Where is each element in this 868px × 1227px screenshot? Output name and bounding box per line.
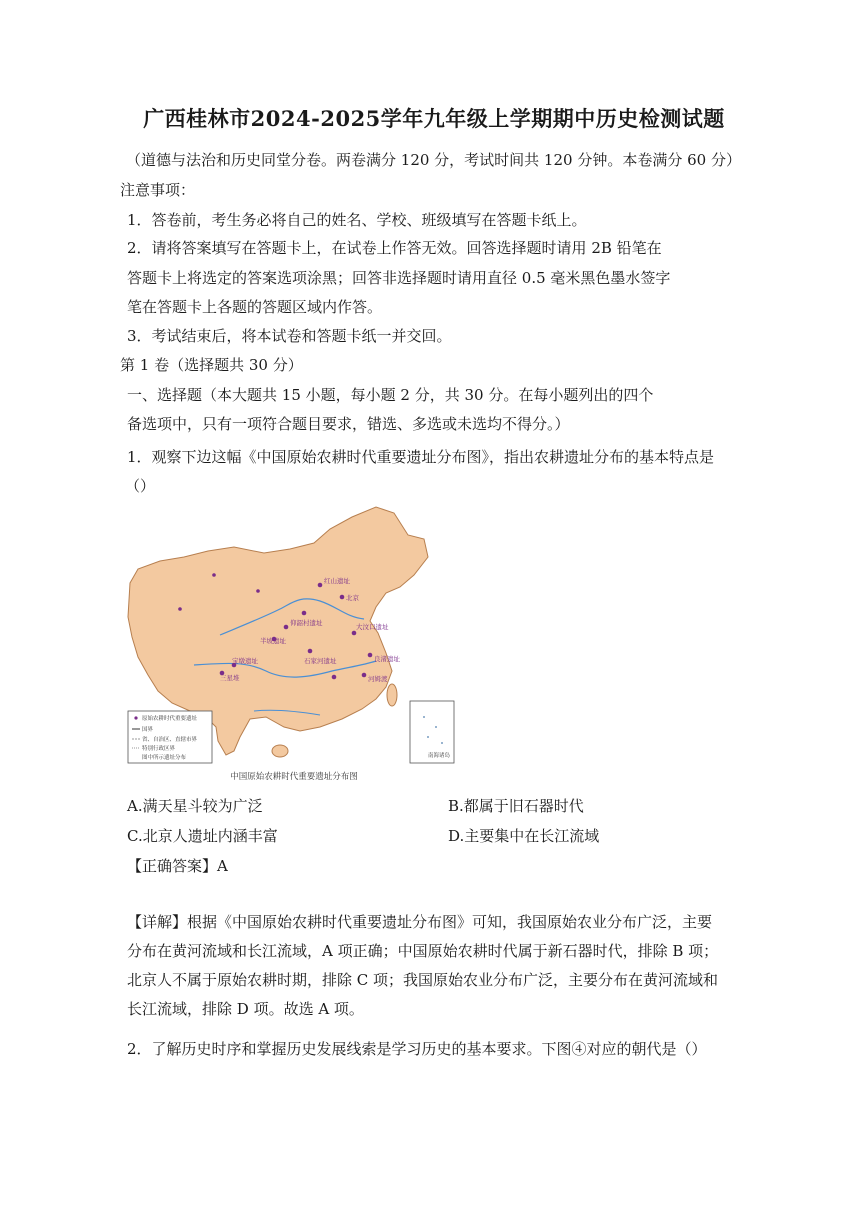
q1-detail-line-2: 分布在黄河流域和长江流域，A 项正确；中国原始农耕时代属于新石器时代，排除 B 项；: [127, 942, 719, 960]
notice-item-2-line-3: 笔在答题卡上各题的答题区域内作答。: [127, 298, 383, 316]
section-heading-line-2: 备选项中，只有一项符合题目要求，错选、多选或未选均不得分。）: [127, 415, 570, 433]
site-dot: [362, 673, 367, 678]
site-dot: [256, 589, 260, 593]
site-dot: [212, 573, 216, 577]
section-heading-line-1: 一、选择题（本大题共 15 小题，每小题 2 分，共 30 分。在每小题列出的四个: [127, 386, 654, 404]
site-label-dawenkou: 大汶口遗址: [356, 623, 389, 631]
legend-title: 原始农耕时代重要遗址: [142, 716, 198, 722]
inset-label: 南海诸岛: [428, 753, 451, 759]
site-dot: [302, 611, 307, 616]
inset-island-dot: [435, 726, 437, 728]
site-dot: [332, 675, 337, 680]
site-dot: [308, 649, 313, 654]
hainan-island: [272, 745, 288, 757]
site-label-hongshan: 红山遗址: [324, 577, 350, 585]
notice-item-2-line-2: 答题卡上将选定的答案选项涂黑；回答非选择题时请用直径 0.5 毫米黑色墨水签字: [127, 269, 671, 287]
legend-item-4: 图中所示遗址分布: [142, 755, 187, 761]
q1-detail-line-4: 长江流域，排除 D 项。故选 A 项。: [127, 1000, 364, 1018]
site-label-liangzhu: 良渚遗址: [374, 655, 400, 663]
q1-option-c: C.北京人遗址内涵丰富: [127, 827, 278, 845]
q1-option-a: A.满天星斗较为广泛: [127, 797, 263, 815]
taiwan-island: [387, 684, 397, 706]
inset-island-dot: [441, 742, 443, 744]
site-dot: [368, 653, 373, 658]
site-label-banpo: 半坡遗址: [260, 637, 286, 645]
map-caption: 中国原始农耕时代重要遗址分布图: [230, 772, 358, 782]
notice-item-1: 1．答卷前，考生务必将自己的姓名、学校、班级填写在答题卡纸上。: [127, 211, 587, 229]
exam-title: 广西桂林市2024-2025学年九年级上学期期中历史检测试题: [143, 106, 725, 131]
question-1-text: 1．观察下边这幅《中国原始农耕时代重要遗址分布图》，指出农耕遗址分布的基本特点是: [127, 448, 715, 466]
notice-item-3: 3．考试结束后，将本试卷和答题卡纸一并交回。: [127, 327, 452, 345]
inset-island-dot: [423, 716, 425, 718]
legend-item-1: 国界: [142, 727, 154, 733]
q1-option-d: D.主要集中在长江流域: [448, 827, 600, 845]
q1-detail-line-1: 【详解】根据《中国原始农耕时代重要遗址分布图》可知，我国原始农业分布广泛，主要: [127, 913, 713, 931]
site-label-baodun: 宝墩遗址: [232, 657, 258, 665]
question-2-text: 2．了解历史时序和掌握历史发展线索是学习历史的基本要求。下图④对应的朝代是（）: [127, 1040, 707, 1058]
china-agriculture-sites-map: [124, 505, 460, 785]
exam-subtitle: （道德与法治和历史同堂分卷。两卷满分 120 分，考试时间共 120 分钟。本卷满分 60 分）: [126, 151, 741, 169]
site-dot: [318, 583, 323, 588]
q1-option-b: B.都属于旧石器时代: [448, 797, 584, 815]
site-dot: [178, 607, 182, 611]
site-dot: [340, 595, 345, 600]
legend-item-3: 特别行政区界: [142, 746, 176, 752]
q1-answer: 【正确答案】A: [127, 857, 228, 875]
site-dot: [284, 625, 289, 630]
site-label-yangshao: 仰韶村遗址: [290, 619, 323, 627]
site-dot: [352, 631, 357, 636]
question-1-paren: （）: [125, 477, 156, 495]
site-label-hemudu: 河姆渡: [368, 675, 388, 683]
volume-heading: 第 1 卷（选择题共 30 分）: [120, 356, 303, 374]
site-label-shijiahe: 石家河遗址: [304, 657, 337, 665]
inset-island-dot: [427, 736, 429, 738]
legend-site-swatch: [134, 716, 137, 719]
site-label-sanxingdui: 三星堆: [220, 674, 240, 682]
notice-item-2-line-1: 2．请将答案填写在答题卡上，在试卷上作答无效。回答选择题时请用 2B 铅笔在: [127, 239, 662, 257]
site-label-beijing: 北京: [346, 594, 359, 602]
q1-detail-line-3: 北京人不属于原始农耕时期，排除 C 项；我国原始农业分布广泛，主要分布在黄河流域和: [127, 971, 719, 989]
map-svg: [124, 505, 460, 785]
notice-heading: 注意事项：: [120, 181, 196, 199]
legend-item-2: 省、自治区、直辖市界: [142, 737, 198, 743]
